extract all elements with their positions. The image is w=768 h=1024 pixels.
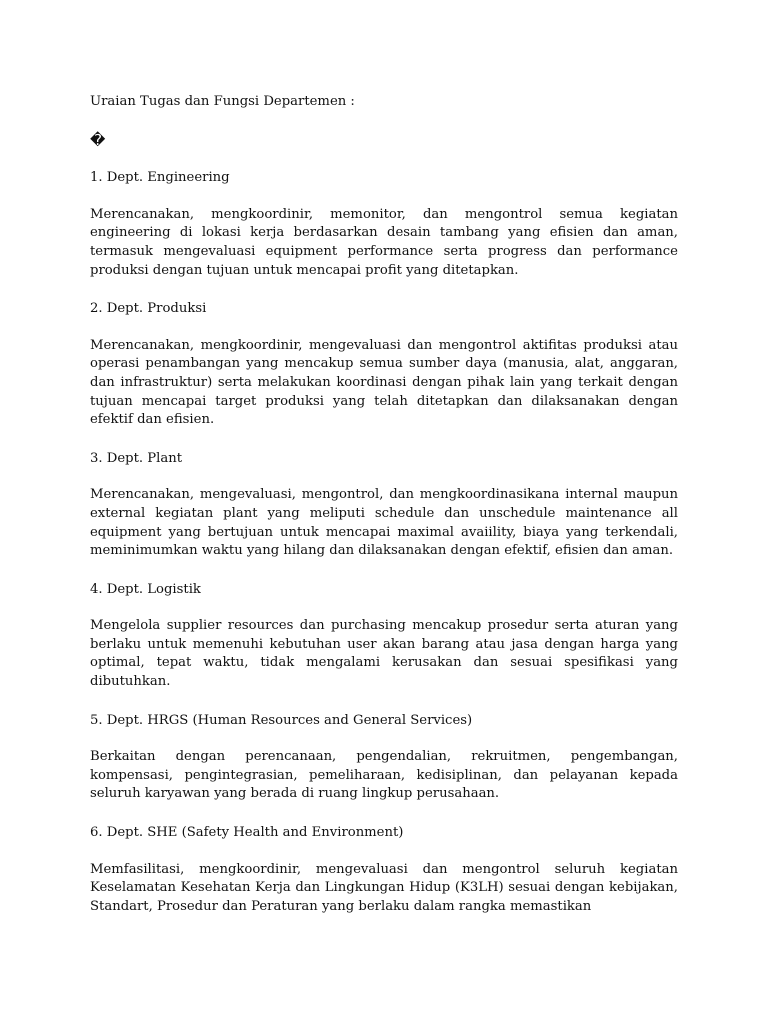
replacement-character-glyph: � xyxy=(90,130,106,149)
section-body-hrgs: Berkaitan dengan perencanaan, pengendalian, rekruitmen, pengembangan, kompensasi, pengintegrasian, pemeliharaan, kedisiplinan, dan pelayanan kepada seluruh karyawan yang berada di ruang lingkup perusahaan. xyxy=(90,749,678,802)
section-title-produksi: 2. Dept. Produksi xyxy=(90,301,207,317)
section-body-plant: Merencanakan, mengevaluasi, mengontrol, dan mengkoordinasikana internal maupun external kegiatan plant yang meliputi schedule dan unschedule maintenance all equipment yang bertujuan untuk mencapai maximal avaiility, biaya yang terkendali, meminimumkan waktu yang hilang dan dilaksanakan dengan efektif, efisien dan aman. xyxy=(90,487,678,559)
section-title-logistik: 4. Dept. Logistik xyxy=(90,581,201,597)
section-body-logistik: Mengelola supplier resources dan purchasing mencakup prosedur serta aturan yang berlaku untuk memenuhi kebutuhan user akan barang atau jasa dengan harga yang optimal, tepat waktu, tidak mengalami kerusakan dan sesuai spesifikasi yang dibutuhkan. xyxy=(90,618,678,690)
section-title-hrgs: 5. Dept. HRGS (Human Resources and General Services) xyxy=(90,712,473,728)
section-body-engineering: Merencanakan, mengkoordinir, memonitor, dan mengontrol semua kegiatan engineering di lokasi kerja berdasarkan desain tambang yang efisien dan aman, termasuk mengevaluasi equipment performance serta progress dan performance produksi dengan tujuan untuk mencapai profit yang ditetapkan. xyxy=(90,206,678,278)
section-title-engineering: 1. Dept. Engineering xyxy=(90,170,230,186)
section-body-she: Memfasilitasi, mengkoordinir, mengevaluasi dan mengontrol seluruh kegiatan Keselamatan Kesehatan Kerja dan Lingkungan Hidup (K3LH) sesuai dengan kebijakan, Standart, Prosedur dan Peraturan yang berlaku dalam rangka memastikan xyxy=(90,861,678,914)
document-heading: Uraian Tugas dan Fungsi Departemen : xyxy=(90,94,355,109)
section-title-plant: 3. Dept. Plant xyxy=(90,450,183,466)
section-body-produksi: Merencanakan, mengkoordinir, mengevaluasi dan mengontrol aktifitas produksi atau operasi penambangan yang mencakup semua sumber daya (manusia, alat, anggaran, dan infrastruktur) serta melakukan koordinasi dengan pihak lain yang terkait dengan tujuan mencapai target produksi yang telah ditetapkan dan dilaksanakan dengan efektif dan efisien. xyxy=(90,337,678,428)
section-title-she: 6. Dept. SHE (Safety Health and Environment) xyxy=(90,825,404,841)
document-page xyxy=(90,93,678,916)
